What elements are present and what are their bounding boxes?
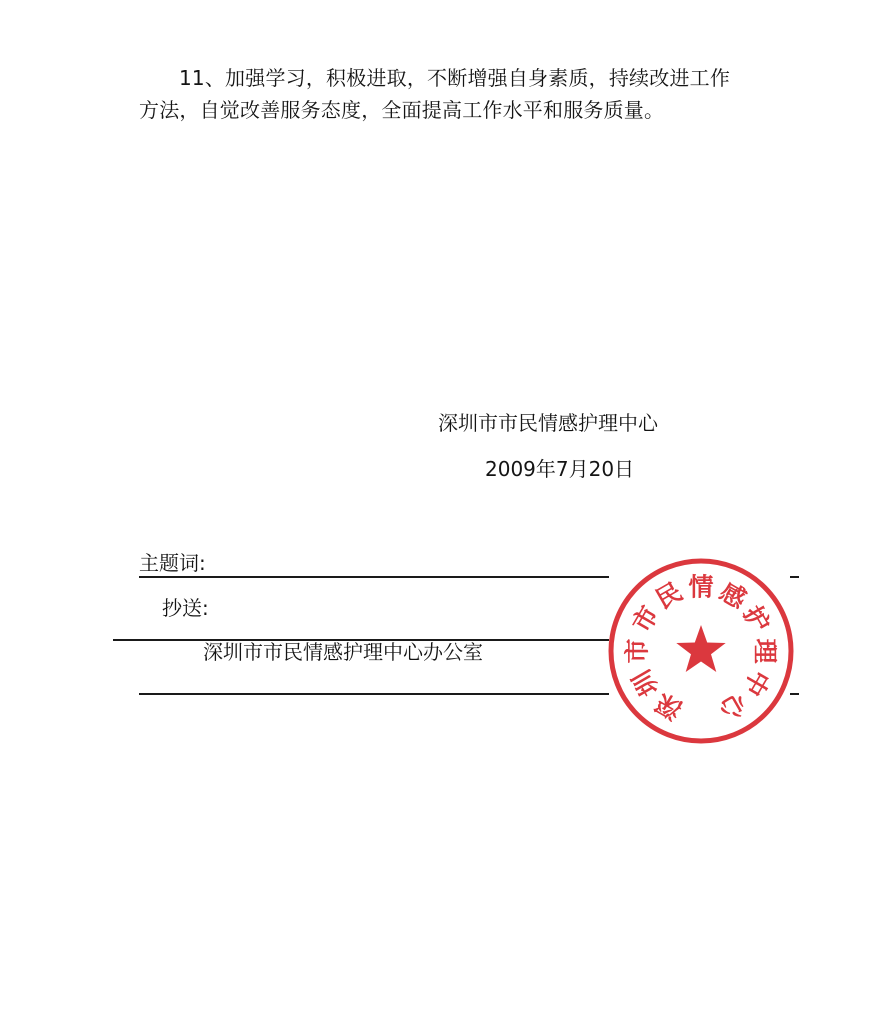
seal-char: 民 — [650, 576, 688, 615]
keywords-label: 主题词: — [139, 551, 206, 575]
signature-organization: 深圳市市民情感护理中心 — [438, 411, 658, 435]
star-icon — [676, 625, 725, 672]
paragraph-line-1: 11、加强学习，积极进取，不断增强自身素质，持续改进工作 — [179, 66, 731, 90]
seal-char: 市 — [622, 638, 652, 664]
seal-char: 深 — [650, 687, 688, 726]
seal-char: 感 — [714, 576, 752, 615]
cc-label: 抄送: — [162, 596, 209, 620]
signature-date: 2009年7月20日 — [485, 457, 635, 481]
seal-char: 心 — [714, 687, 752, 726]
seal-char: 护 — [737, 600, 776, 638]
seal-char: 中 — [737, 664, 776, 702]
seal-char: 圳 — [626, 664, 665, 702]
seal-char: 情 — [688, 572, 714, 602]
cc-recipient: 深圳市市民情感护理中心办公室 — [203, 640, 483, 664]
official-seal — [606, 556, 796, 746]
bottom-rule — [139, 693, 609, 695]
seal-char: 市 — [626, 600, 665, 638]
paragraph-line-2: 方法，自觉改善服务态度，全面提高工作水平和服务质量。 — [139, 98, 665, 122]
seal-char: 理 — [750, 638, 780, 664]
keywords-rule — [139, 576, 609, 578]
